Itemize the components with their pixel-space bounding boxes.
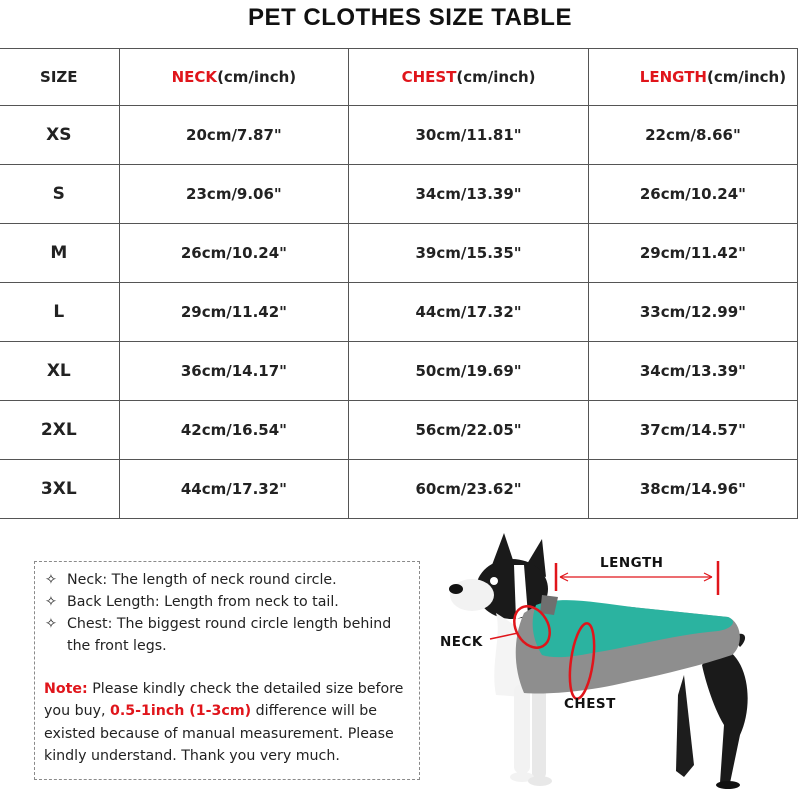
four-pointed-star-icon: ✧ — [45, 594, 57, 610]
size-cell: 2XL — [0, 401, 119, 460]
note-highlight: 0.5-1inch (1-3cm) — [110, 703, 252, 720]
table-row — [0, 401, 798, 460]
table-row — [0, 283, 798, 342]
size-cell: 3XL — [0, 460, 119, 519]
size-cell: M — [0, 224, 119, 283]
notes-box — [34, 561, 420, 780]
table-row — [0, 460, 798, 519]
length-cell: 22cm/8.66" — [588, 106, 797, 165]
chest-cell: 30cm/11.81" — [349, 106, 589, 165]
neck-cell: 29cm/11.42" — [119, 283, 349, 342]
table-row — [0, 224, 798, 283]
bullet-neck: ✧ Neck: The length of neck round circle. — [45, 569, 67, 591]
table-row — [0, 106, 798, 165]
length-cell: 38cm/14.96" — [588, 460, 797, 519]
header-size: SIZE — [0, 49, 119, 106]
length-label: LENGTH — [600, 555, 664, 571]
table-row — [0, 165, 798, 224]
length-cell: 34cm/13.39" — [588, 342, 797, 401]
size-cell: XL — [0, 342, 119, 401]
header-neck: NECK(cm/inch) — [119, 49, 349, 106]
chest-cell: 44cm/17.32" — [349, 283, 589, 342]
dog-measurement-diagram — [432, 525, 800, 800]
header-length: LENGTH(cm/inch) — [588, 49, 797, 106]
neck-cell: 20cm/7.87" — [119, 106, 349, 165]
length-cell: 26cm/10.24" — [588, 165, 797, 224]
chest-cell: 50cm/19.69" — [349, 342, 589, 401]
chest-cell: 56cm/22.05" — [349, 401, 589, 460]
size-table — [0, 48, 798, 519]
length-cell: 29cm/11.42" — [588, 224, 797, 283]
neck-cell: 36cm/14.17" — [119, 342, 349, 401]
size-cell: S — [0, 165, 119, 224]
neck-cell: 26cm/10.24" — [119, 224, 349, 283]
neck-label: NECK — [440, 634, 483, 650]
chest-cell: 34cm/13.39" — [349, 165, 589, 224]
note-label: Note: — [44, 681, 88, 697]
neck-cell: 44cm/17.32" — [119, 460, 349, 519]
size-cell: L — [0, 283, 119, 342]
neck-cell: 42cm/16.54" — [119, 401, 349, 460]
neck-cell: 23cm/9.06" — [119, 165, 349, 224]
table-header-row — [0, 49, 798, 106]
length-cell: 37cm/14.57" — [588, 401, 797, 460]
header-chest: CHEST(cm/inch) — [349, 49, 589, 106]
bullet-back-length: ✧ Back Length: Length from neck to tail. — [45, 591, 67, 613]
chest-cell: 60cm/23.62" — [349, 460, 589, 519]
size-cell: XS — [0, 106, 119, 165]
chest-cell: 39cm/15.35" — [349, 224, 589, 283]
length-cell: 33cm/12.99" — [588, 283, 797, 342]
chest-label: CHEST — [564, 696, 616, 712]
note-paragraph: Note: Please kindly check the detailed size before you buy, 0.5-1inch (1-3cm) difference will be existed because of manual measurement. Please kindly understand. Thank you very much. — [44, 681, 404, 764]
four-pointed-star-icon: ✧ — [45, 572, 57, 588]
page-title: PET CLOTHES SIZE TABLE — [248, 4, 572, 31]
bullet-chest: ✧ Chest: The biggest round circle length behind the front legs. — [45, 613, 67, 635]
four-pointed-star-icon: ✧ — [45, 616, 57, 632]
table-row — [0, 342, 798, 401]
